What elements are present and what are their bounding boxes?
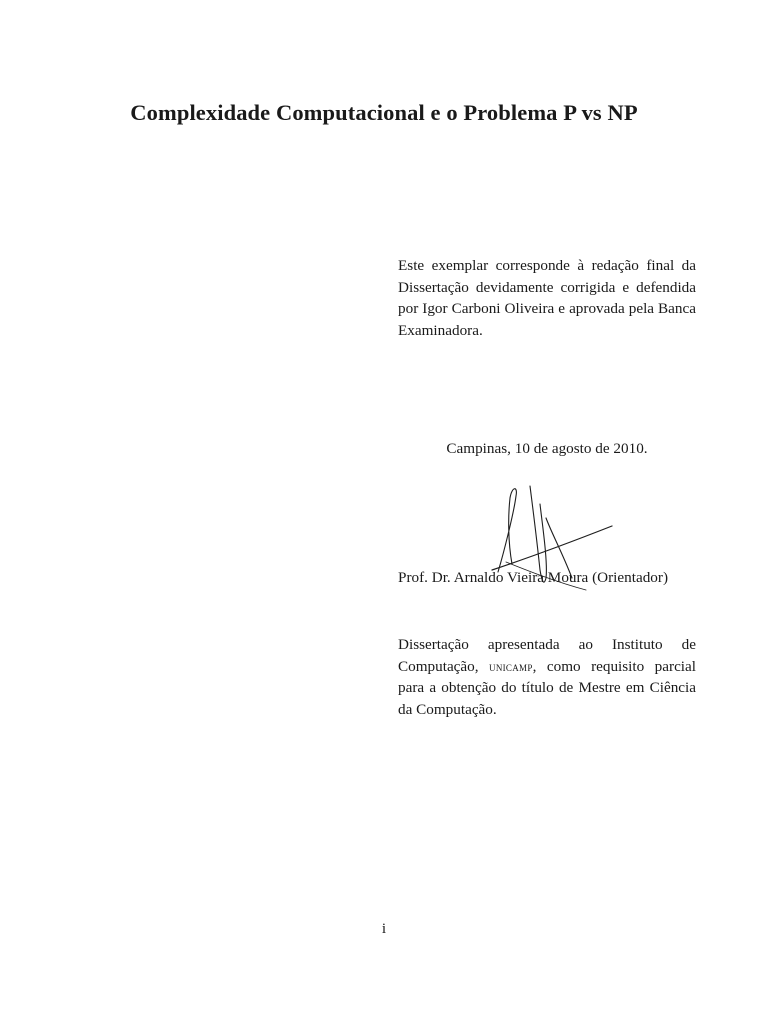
place-date: Campinas, 10 de agosto de 2010. [446, 440, 648, 457]
institution-name: unicamp [489, 658, 533, 674]
approval-statement: Este exemplar corresponde à redação final da Dissertação devidamente corrigida e defendida por Igor Carboni Oliveira e aprovada pela Banca Examinadora. [398, 257, 696, 339]
purpose-text-end: , como requisito parcial para a obtenção do título de Mestre em Ciência da Computação. [398, 657, 696, 718]
purpose-text-start: Dissertação apresentada ao Instituto de Computação, [398, 636, 696, 675]
dissertation-purpose [398, 634, 696, 720]
advisor-name: Prof. Dr. Arnaldo Vieira Moura (Orientador) [398, 569, 668, 586]
document-title: Complexidade Computacional e o Problema P vs NP [130, 100, 638, 125]
page-number: i [381, 920, 387, 937]
